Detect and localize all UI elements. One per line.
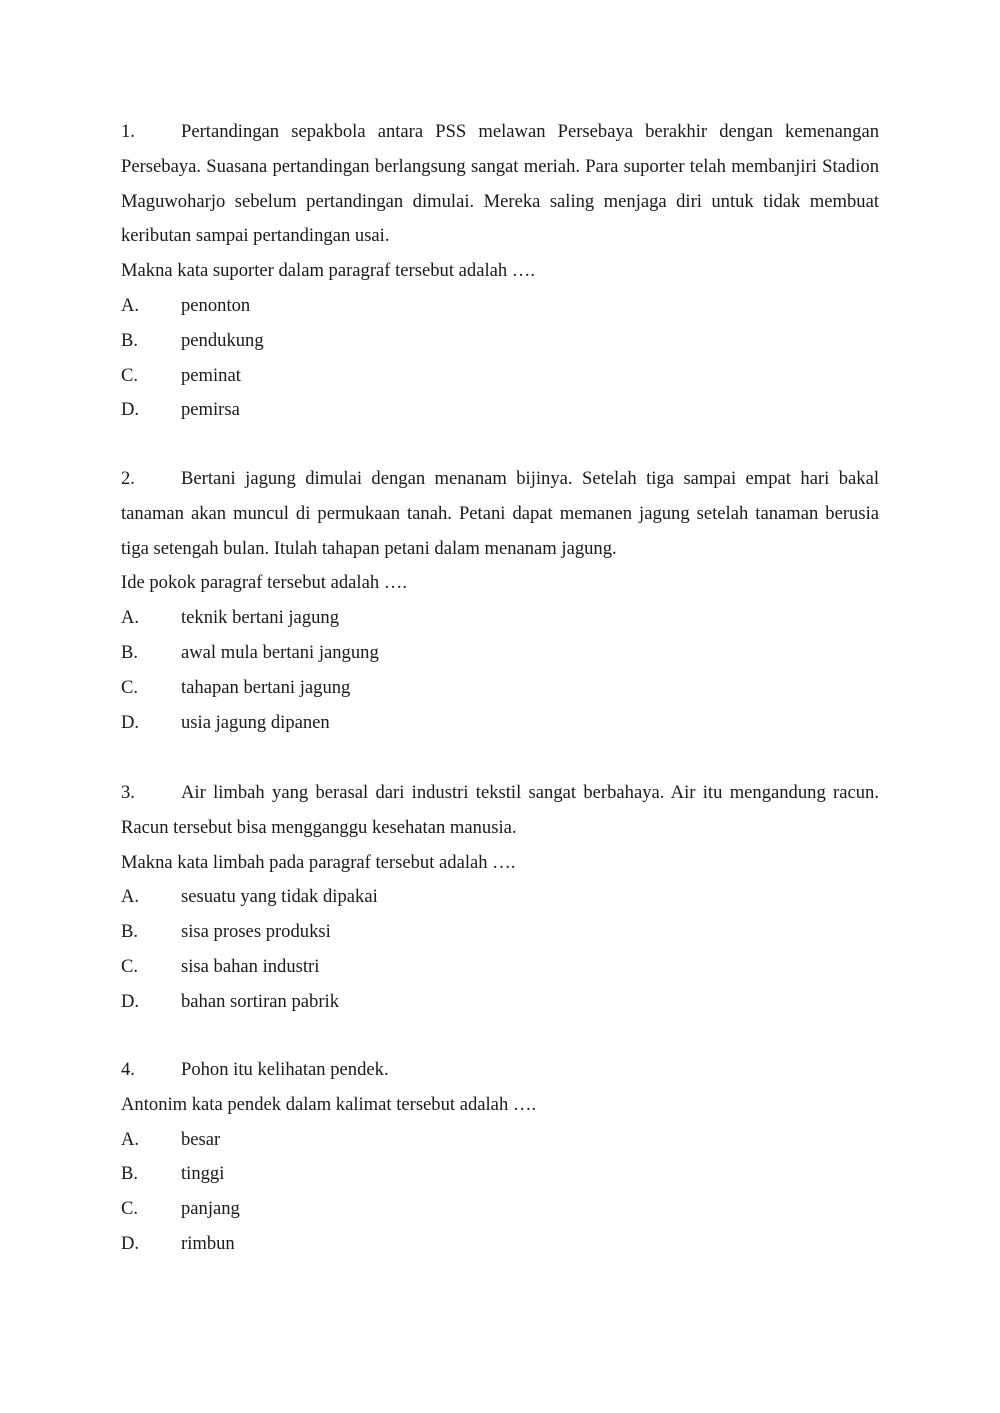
option-letter: A.: [121, 1128, 140, 1150]
question-prompt: Makna kata suporter dalam paragraf tersebut adalah ….: [121, 260, 536, 282]
question-prompt: Makna kata limbah pada paragraf tersebut adalah ….: [121, 851, 516, 873]
question-number: 1.: [121, 121, 135, 142]
option-c[interactable]: [121, 359, 879, 394]
question-2: [121, 462, 879, 740]
option-text: sesuatu yang tidak dipakai: [181, 886, 378, 908]
answer-options: [121, 601, 879, 740]
option-text: pemirsa: [181, 399, 240, 421]
option-letter: A.: [121, 294, 140, 316]
option-b[interactable]: [121, 324, 879, 359]
option-a[interactable]: [121, 601, 879, 636]
option-text: teknik bertani jagung: [181, 607, 340, 629]
option-d[interactable]: [121, 393, 879, 428]
option-letter: B.: [121, 329, 139, 351]
question-3: [121, 776, 879, 1020]
question-paragraph: Bertani jagung dimulai dengan menanam bijinya. Setelah tiga sampai empat hari bakal tanaman akan muncul di permukaan tanah. Petani dapat memanen jagung setelah tanaman berusia tiga setengah bulan. Itulah tahapan petani dalam menanam jagung.: [121, 468, 879, 559]
option-a[interactable]: [121, 289, 879, 324]
option-c[interactable]: [121, 950, 879, 985]
question-stem: [121, 776, 879, 846]
option-letter: D.: [121, 399, 140, 421]
option-d[interactable]: [121, 1227, 879, 1262]
option-text: peminat: [181, 364, 241, 386]
option-text: besar: [181, 1128, 221, 1150]
question-paragraph: Air limbah yang berasal dari industri tekstil sangat berbahaya. Air itu mengandung racun. Racun tersebut bisa mengganggu kesehatan manusia.: [121, 782, 879, 838]
question-stem: [121, 115, 879, 254]
option-letter: B.: [121, 921, 139, 943]
option-text: awal mula bertani jangung: [181, 641, 379, 663]
option-text: panjang: [181, 1198, 240, 1220]
option-letter: D.: [121, 990, 140, 1012]
option-a[interactable]: [121, 880, 879, 915]
answer-options: [121, 1123, 879, 1262]
option-b[interactable]: [121, 636, 879, 671]
question-stem: [121, 462, 879, 566]
option-text: rimbun: [181, 1232, 235, 1254]
option-text: bahan sortiran pabrik: [181, 990, 339, 1012]
answer-options: [121, 289, 879, 428]
question-number: 2.: [121, 468, 135, 489]
option-letter: C.: [121, 364, 139, 386]
question-stem: [121, 1053, 879, 1088]
question-number: 4.: [121, 1059, 135, 1080]
question-4: [121, 1053, 879, 1262]
option-c[interactable]: [121, 1192, 879, 1227]
option-d[interactable]: [121, 985, 879, 1020]
option-text: usia jagung dipanen: [181, 711, 330, 733]
option-d[interactable]: [121, 706, 879, 741]
option-letter: A.: [121, 886, 140, 908]
option-text: penonton: [181, 294, 251, 316]
question-prompt: Ide pokok paragraf tersebut adalah ….: [121, 572, 408, 594]
option-letter: D.: [121, 1232, 140, 1254]
option-letter: A.: [121, 607, 140, 629]
question-paragraph: Pohon itu kelihatan pendek.: [181, 1059, 389, 1080]
option-text: tinggi: [181, 1163, 225, 1185]
question-number: 3.: [121, 782, 135, 803]
option-letter: C.: [121, 676, 139, 698]
option-letter: B.: [121, 1163, 139, 1185]
question-paragraph: Pertandingan sepakbola antara PSS melawan Persebaya berakhir dengan kemenangan Persebaya. Suasana pertandingan berlangsung sangat meriah. Para suporter telah membanjiri Stadion Maguwoharjo sebelum pertandingan dimulai. Mereka saling menjaga diri untuk tidak membuat keributan sampai pertandingan usai.: [121, 121, 879, 247]
option-text: sisa bahan industri: [181, 955, 320, 977]
question-prompt: Antonim kata pendek dalam kalimat tersebut adalah ….: [121, 1093, 537, 1115]
question-1: [121, 115, 879, 428]
option-a[interactable]: [121, 1123, 879, 1158]
option-letter: B.: [121, 641, 139, 663]
option-text: pendukung: [181, 329, 264, 351]
option-c[interactable]: [121, 671, 879, 706]
option-letter: C.: [121, 955, 139, 977]
option-letter: C.: [121, 1198, 139, 1220]
option-b[interactable]: [121, 1157, 879, 1192]
option-letter: D.: [121, 711, 140, 733]
answer-options: [121, 880, 879, 1019]
option-text: sisa proses produksi: [181, 921, 331, 943]
option-b[interactable]: [121, 915, 879, 950]
option-text: tahapan bertani jagung: [181, 676, 351, 698]
